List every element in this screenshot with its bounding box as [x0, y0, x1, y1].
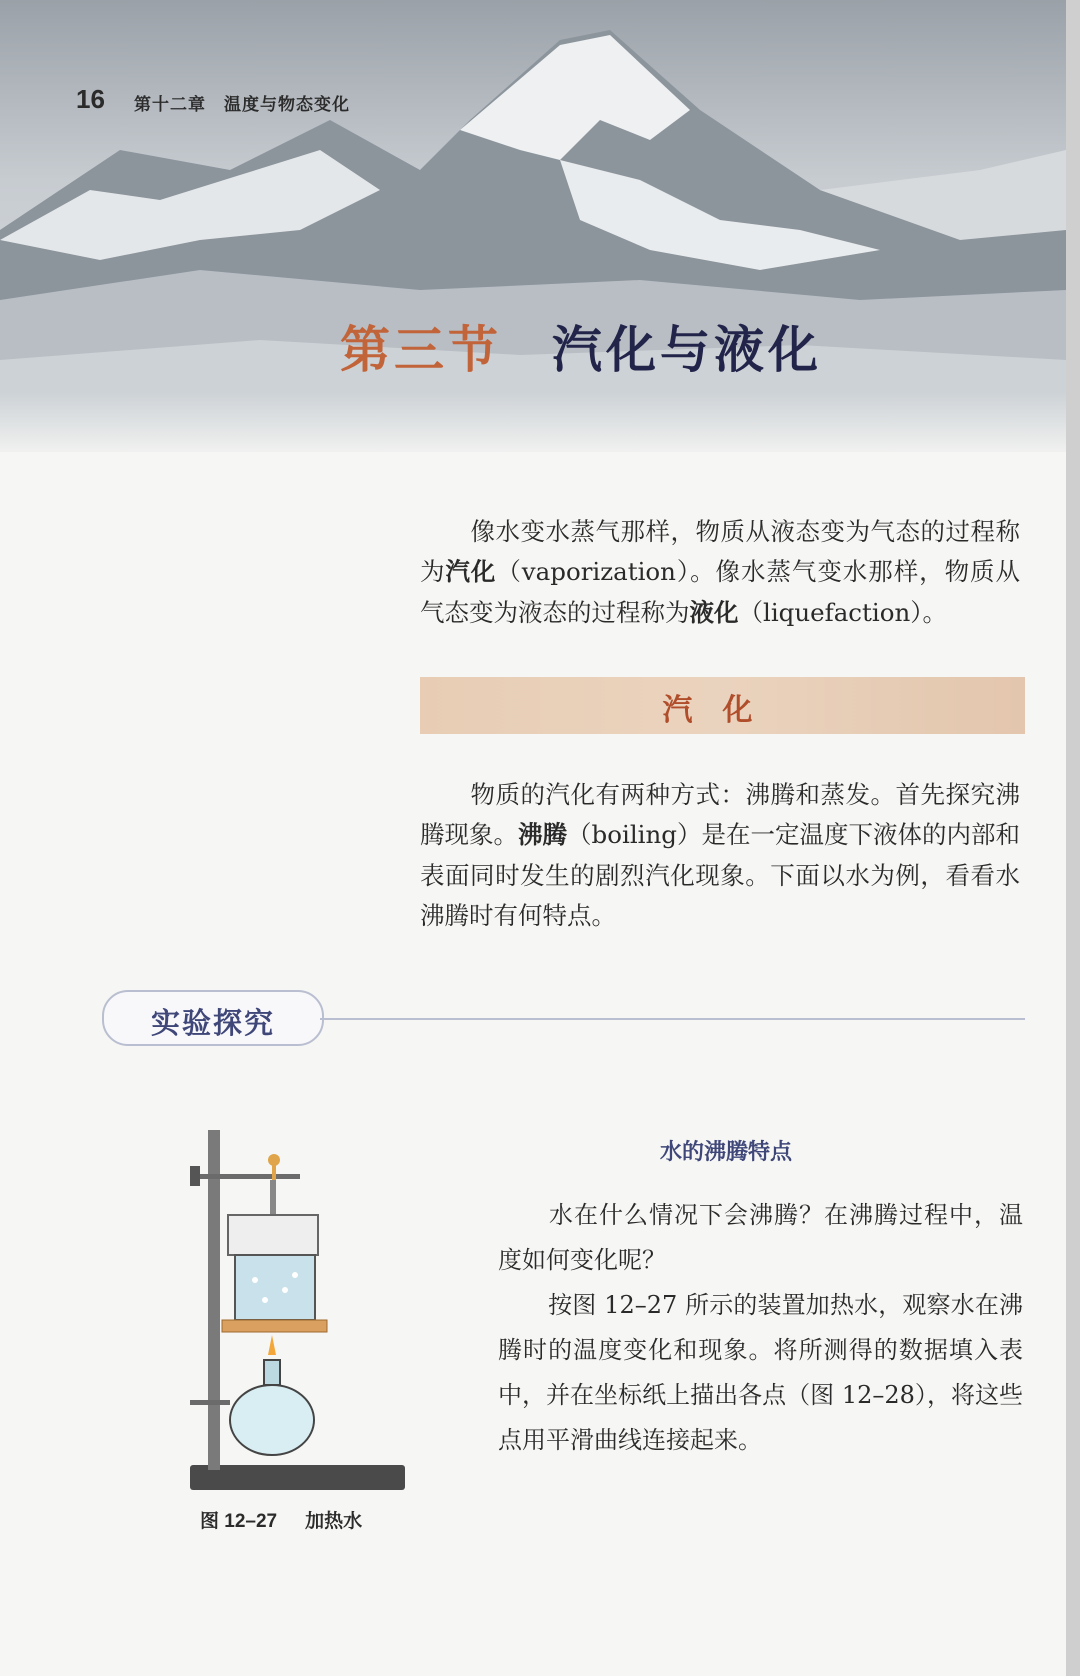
term-vaporization: 汽化 [445, 559, 497, 586]
lab-inquiry-label: 实验探究 [150, 1008, 275, 1040]
subheading: 汽化 [662, 694, 783, 727]
chapter-label: 第十二章 温度与物态变化 [134, 95, 350, 114]
boiling-text: 物质的汽化有两种方式：沸腾和蒸发。首先探究沸腾现象。 [420, 780, 1020, 849]
mountain-illustration [0, 0, 1066, 452]
page-number: 16 [76, 84, 105, 114]
figure-label: 图 12–27 [200, 1511, 278, 1532]
lab-inquiry-tag [102, 990, 324, 1046]
experiment-question [498, 1193, 1023, 1283]
experiment-procedure-text: 按图 12–27 所示的装置加热水，观察水在沸腾时的温度变化和现象。将所测得的数据填入表中，并在坐标纸上描出各点（图 12–28），将这些点用平滑曲线连接起来。 [498, 1291, 1023, 1454]
experiment-question-text: 水在什么情况下会沸腾？在沸腾过程中，温度如何变化呢？ [498, 1201, 1023, 1274]
intro-paragraph [420, 512, 1020, 634]
experiment-procedure [498, 1283, 1023, 1463]
experiment-title: 水的沸腾特点 [660, 1139, 793, 1164]
chapter-banner [0, 0, 1066, 452]
lab-divider [320, 1018, 1025, 1020]
figure-caption-text: 加热水 [305, 1511, 363, 1532]
term-liquefaction: 液化 [689, 600, 739, 627]
section-number: 第三节 [340, 322, 502, 378]
heating-water-figure [190, 1130, 420, 1504]
subheading-bar [420, 677, 1025, 734]
section-heading [340, 310, 822, 382]
section-title: 汽化与液化 [552, 322, 822, 378]
boiling-text: （boiling）是在一定温度下液体的内部和表面同时发生的剧烈汽化现象。下面以水为例，看看水沸腾时有何特点。 [420, 820, 1021, 930]
intro-text: （vaporization）。像水蒸气变水那样，物质从气态变为液态的过程称为 [420, 557, 1021, 627]
banner-fade [0, 392, 1066, 452]
intro-text: （liquefaction）。 [738, 598, 947, 627]
figure-caption [200, 1506, 362, 1533]
intro-text: 像水变水蒸气那样，物质从液态变为气态的过程称为 [420, 517, 1020, 586]
heating-apparatus-illustration [190, 1130, 420, 1500]
term-boiling: 沸腾 [518, 822, 568, 849]
page-edge [1066, 0, 1080, 1676]
boiling-paragraph [420, 775, 1020, 936]
